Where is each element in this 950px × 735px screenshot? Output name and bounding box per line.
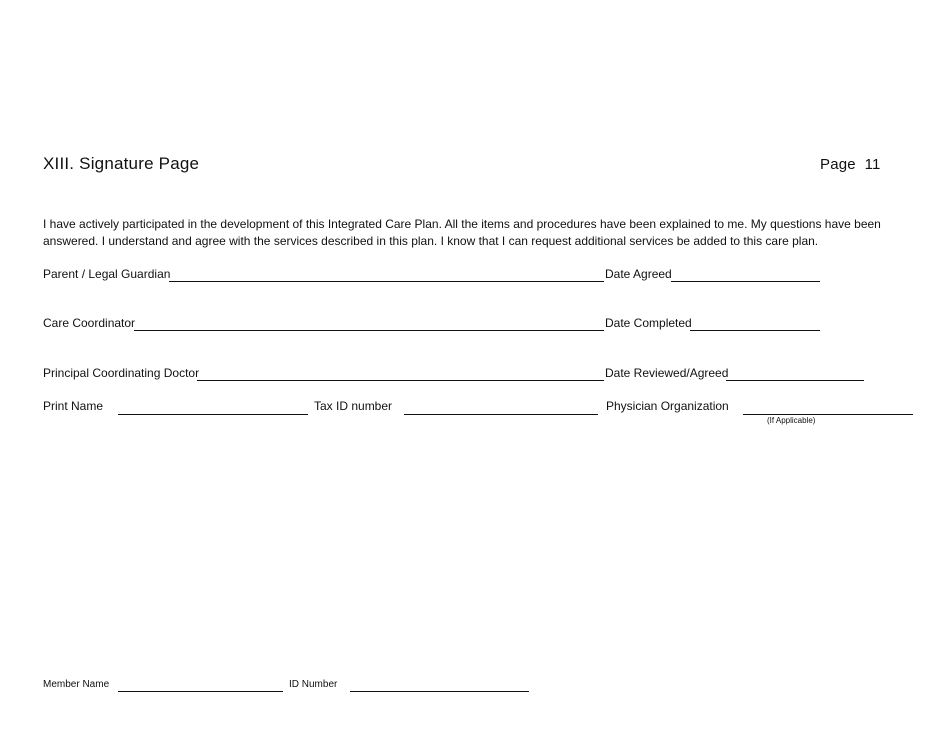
statement-line-1: I have actively participated in the development of this Integrated Care Plan. All the items and procedures have been explained to me. My questions have been — [43, 217, 881, 231]
id-number-line[interactable] — [350, 691, 529, 692]
page-number: Page 11 — [820, 156, 881, 173]
date-reviewed-line[interactable] — [726, 380, 864, 381]
print-name-line[interactable] — [118, 414, 308, 415]
member-name-label: Member Name — [43, 679, 110, 690]
physician-org-line[interactable] — [743, 414, 913, 415]
if-applicable-note: (If Applicable) — [767, 416, 816, 425]
statement-line-2: answered. I understand and agree with the services described in this plan. I know that I can request additional services be added to this care plan. — [43, 234, 819, 248]
print-name-label: Print Name — [43, 399, 104, 413]
date-agreed-line[interactable] — [671, 281, 820, 282]
member-name-line[interactable] — [118, 691, 283, 692]
date-completed-label: Date Completed — [605, 316, 692, 330]
tax-id-line[interactable] — [404, 414, 598, 415]
parent-guardian-label: Parent / Legal Guardian — [43, 267, 171, 281]
care-coordinator-label: Care Coordinator — [43, 316, 136, 330]
care-coordinator-signature-line[interactable] — [134, 330, 604, 331]
principal-doctor-signature-line[interactable] — [197, 380, 604, 381]
physician-org-label: Physician Organization — [606, 399, 729, 413]
date-reviewed-label: Date Reviewed/Agreed — [605, 366, 729, 380]
parent-guardian-signature-line[interactable] — [169, 281, 604, 282]
tax-id-label: Tax ID number — [314, 399, 393, 413]
page-title: XIII. Signature Page — [43, 154, 200, 173]
id-number-label: ID Number — [289, 679, 338, 690]
principal-doctor-label: Principal Coordinating Doctor — [43, 366, 200, 380]
date-completed-line[interactable] — [690, 330, 820, 331]
date-agreed-label: Date Agreed — [605, 267, 672, 281]
